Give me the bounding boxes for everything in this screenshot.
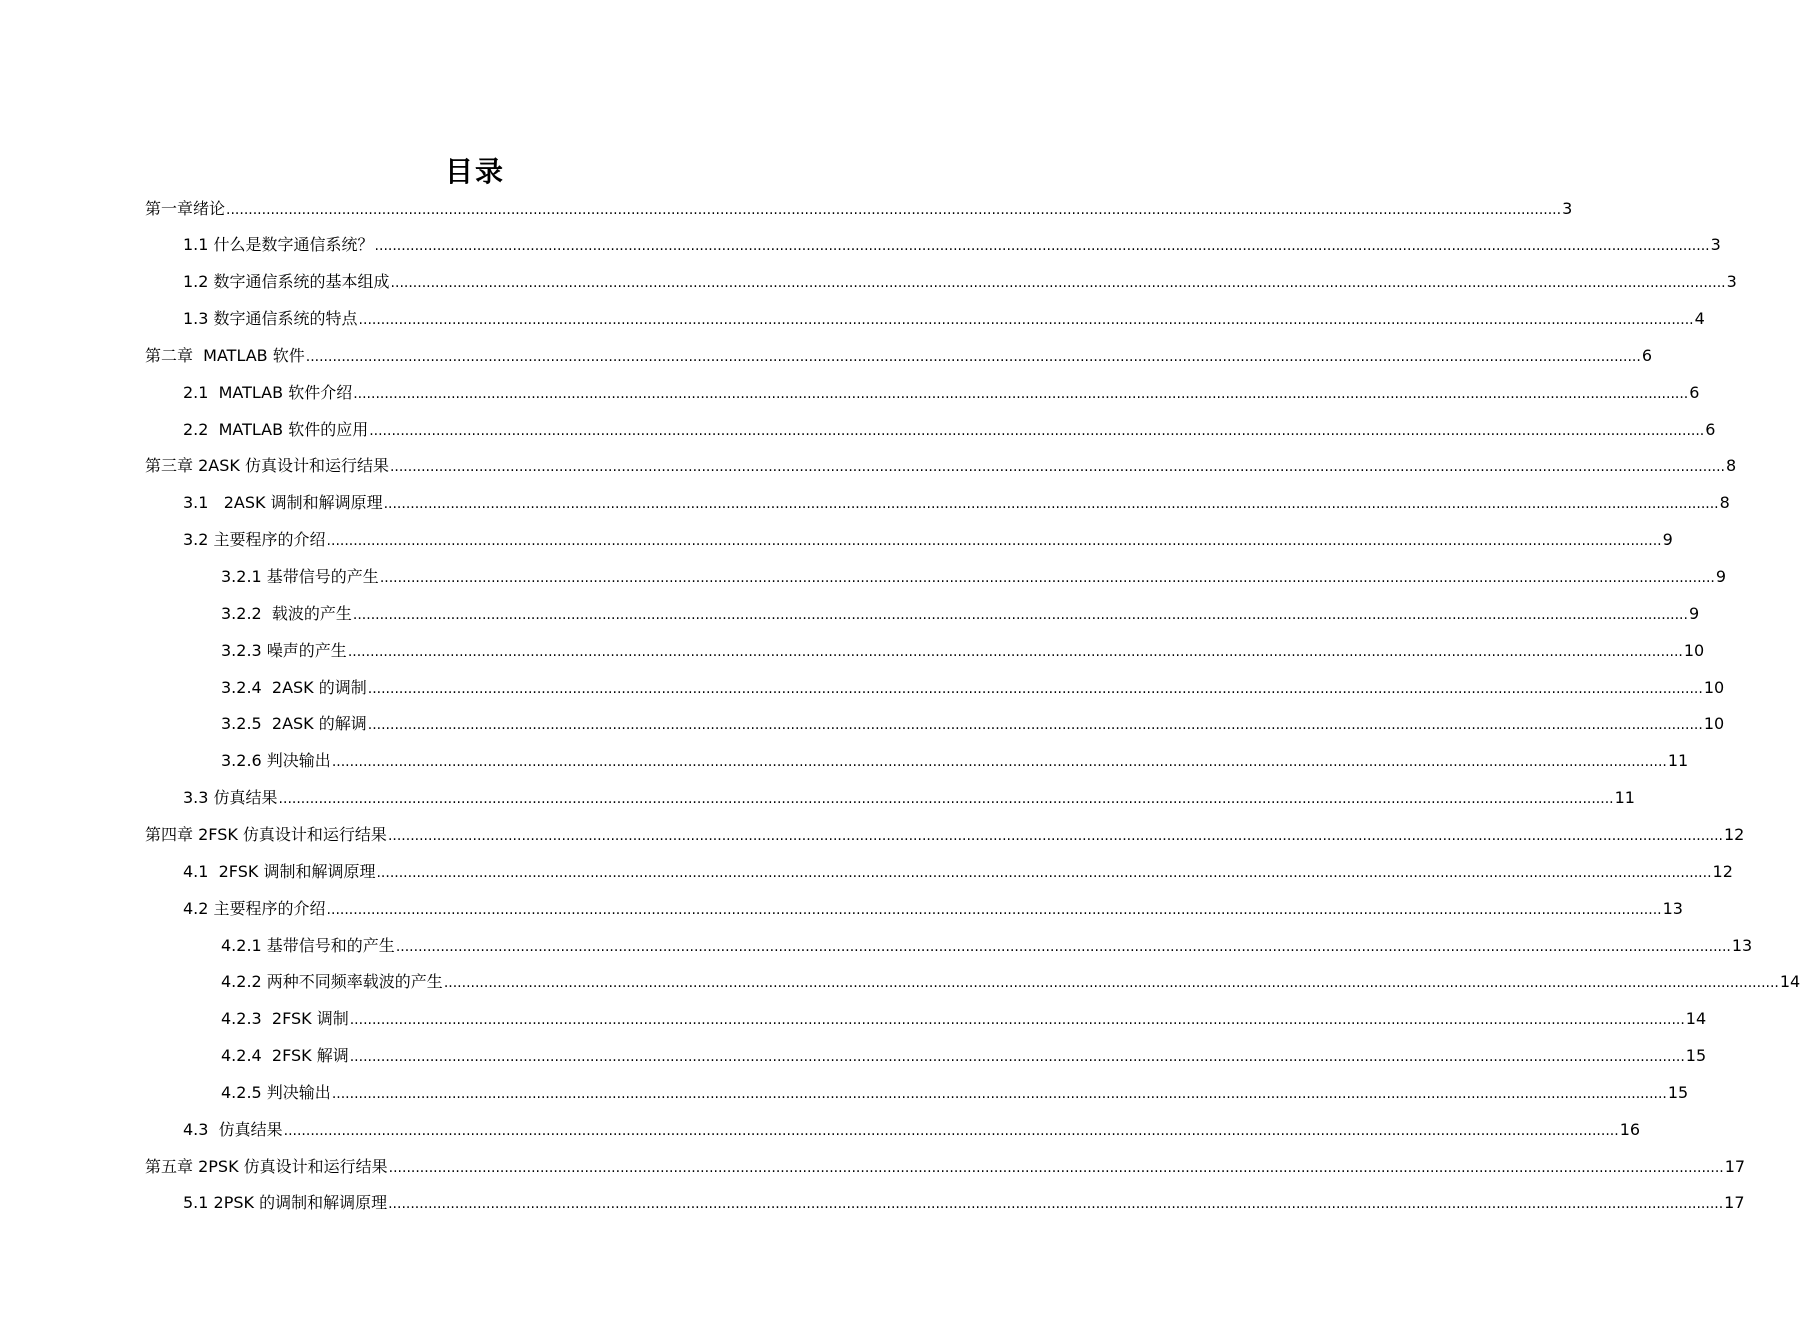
toc-page-number: 15: [1667, 1082, 1689, 1102]
toc-entry-title: 第五章 2PSK 仿真设计和运行结果: [145, 1156, 388, 1176]
toc-dot-leader: ............................................................................................................................................................................................................................................................................................................: [352, 606, 1688, 623]
toc-entry[interactable]: [183, 780, 1635, 817]
toc-dot-leader: ............................................................................................................................................................................................................................................................................................................: [326, 533, 1662, 550]
toc-entry-title: 3.2.3 噪声的产生: [221, 640, 347, 660]
toc-entry[interactable]: [183, 853, 1733, 890]
toc-dot-leader: ............................................................................................................................................................................................................................................................................................................: [349, 1012, 1685, 1029]
toc-entry-title: 第四章 2FSK 仿真设计和运行结果: [145, 824, 387, 844]
toc-entry[interactable]: [221, 927, 1753, 964]
toc-page-number: 13: [1731, 935, 1753, 955]
toc-dot-leader: ............................................................................................................................................................................................................................................................................................................: [331, 1085, 1667, 1102]
toc-page-number: 3: [1562, 198, 1573, 218]
toc-page-number: 6: [1705, 419, 1716, 439]
toc-page-number: 4: [1694, 309, 1705, 329]
toc-entry[interactable]: [183, 411, 1716, 448]
toc-dot-leader: ............................................................................................................................................................................................................................................................................................................: [283, 1122, 1619, 1139]
toc-entry[interactable]: [183, 264, 1737, 301]
toc-dot-leader: ............................................................................................................................................................................................................................................................................................................: [388, 1196, 1724, 1213]
toc-entry[interactable]: [145, 337, 1652, 374]
toc-entry-title: 4.2.4 2FSK 解调: [221, 1046, 349, 1066]
toc-page-number: 3: [1710, 235, 1721, 255]
toc-dot-leader: ............................................................................................................................................................................................................................................................................................................: [369, 422, 1705, 439]
toc-page-number: 14: [1685, 1009, 1707, 1029]
toc-dot-leader: ............................................................................................................................................................................................................................................................................................................: [226, 201, 1562, 218]
toc-page-number: 17: [1724, 1193, 1745, 1213]
toc-entry[interactable]: [145, 816, 1745, 853]
toc-entry-title: 5.1 2PSK 的调制和解调原理: [183, 1193, 388, 1213]
toc-entry-title: 1.3 数字通信系统的特点: [183, 309, 358, 329]
toc-page-number: 10: [1703, 714, 1725, 734]
toc-entry-title: 4.2.1 基带信号和的产生: [221, 935, 395, 955]
toc-entry-title: 4.2.5 判决输出: [221, 1082, 331, 1102]
toc-dot-leader: ............................................................................................................................................................................................................................................................................................................: [278, 791, 1614, 808]
toc-dot-leader: ............................................................................................................................................................................................................................................................................................................: [379, 570, 1715, 586]
toc-dot-leader: ............................................................................................................................................................................................................................................................................................................: [374, 238, 1710, 255]
toc-dot-leader: ............................................................................................................................................................................................................................................................................................................: [367, 680, 1703, 697]
toc-entry-title: 2.2 MATLAB 软件的应用: [183, 419, 369, 439]
toc-entry-title: 1.1 什么是数字通信系统？: [183, 235, 374, 255]
toc-entry-title: 3.2.1 基带信号的产生: [221, 567, 379, 586]
toc-page-number: 12: [1724, 824, 1745, 844]
toc-entry-title: 3.2.5 2ASK 的解调: [221, 714, 367, 734]
toc-page-number: 15: [1685, 1046, 1707, 1066]
toc-entry-title: 1.2 数字通信系统的基本组成: [183, 272, 390, 292]
toc-entry-title: 3.2.4 2ASK 的调制: [221, 677, 367, 697]
toc-entry[interactable]: [221, 559, 1727, 596]
toc-dot-leader: ............................................................................................................................................................................................................................................................................................................: [353, 385, 1689, 402]
toc-entry-title: 第三章 2ASK 仿真设计和运行结果: [145, 456, 389, 476]
toc-entry-title: 第二章 MATLAB 软件: [145, 345, 305, 365]
toc-entry-title: 3.2.6 判决输出: [221, 751, 331, 771]
toc-page-number: 16: [1619, 1119, 1641, 1139]
toc-page-number: 9: [1715, 567, 1727, 586]
toc-entry[interactable]: [183, 227, 1721, 264]
toc-dot-leader: ............................................................................................................................................................................................................................................................................................................: [349, 1049, 1685, 1066]
toc-dot-leader: ............................................................................................................................................................................................................................................................................................................: [443, 975, 1779, 992]
toc-entry[interactable]: [145, 448, 1737, 485]
toc-entry[interactable]: [221, 632, 1705, 669]
toc-entry[interactable]: [221, 1038, 1707, 1075]
toc-title: 目录: [444, 155, 505, 188]
toc-entry[interactable]: [221, 706, 1725, 743]
toc-dot-leader: ............................................................................................................................................................................................................................................................................................................: [331, 754, 1667, 771]
toc-dot-leader: ............................................................................................................................................................................................................................................................................................................: [388, 1159, 1724, 1176]
toc-dot-leader: ............................................................................................................................................................................................................................................................................................................: [326, 901, 1662, 918]
toc-entry[interactable]: [221, 1001, 1707, 1038]
toc-entry[interactable]: [221, 1074, 1689, 1111]
toc-entry-title: 4.2.2 两种不同频率载波的产生: [221, 972, 443, 992]
toc-dot-leader: ............................................................................................................................................................................................................................................................................................................: [383, 496, 1719, 513]
toc-dot-leader: ............................................................................................................................................................................................................................................................................................................: [347, 643, 1683, 660]
toc-entry-title: 3.1 2ASK 调制和解调原理: [183, 493, 383, 513]
toc-entry[interactable]: [183, 522, 1673, 559]
toc-dot-leader: ............................................................................................................................................................................................................................................................................................................: [395, 938, 1731, 955]
toc-entry-title: 4.1 2FSK 调制和解调原理: [183, 861, 376, 881]
toc-entry[interactable]: [183, 1185, 1745, 1222]
toc-entry-title: 4.2 主要程序的介绍: [183, 898, 326, 918]
toc-page-number: 10: [1703, 677, 1725, 697]
toc-entry[interactable]: [183, 485, 1730, 522]
toc-entry[interactable]: [183, 301, 1705, 338]
toc-page-number: 6: [1641, 345, 1652, 365]
toc-page-number: 9: [1688, 603, 1700, 623]
toc-page-number: 14: [1779, 972, 1800, 992]
toc-dot-leader: ............................................................................................................................................................................................................................................................................................................: [390, 275, 1726, 292]
toc-page-number: 3: [1726, 272, 1737, 292]
toc-entry[interactable]: [221, 669, 1725, 706]
toc-dot-leader: ............................................................................................................................................................................................................................................................................................................: [376, 864, 1712, 881]
toc-entry[interactable]: [145, 1148, 1746, 1185]
toc-entry[interactable]: [221, 964, 1800, 1001]
toc-entry-title: 第一章绪论: [145, 198, 226, 218]
toc-entry[interactable]: [221, 595, 1700, 632]
toc-page-number: 12: [1712, 861, 1733, 881]
toc-entry[interactable]: [145, 190, 1573, 227]
toc-page-number: 10: [1683, 640, 1705, 660]
toc-page-number: 11: [1614, 788, 1635, 808]
toc-dot-leader: ............................................................................................................................................................................................................................................................................................................: [305, 348, 1641, 365]
toc-page-number: 8: [1726, 456, 1737, 476]
toc-entry[interactable]: [183, 890, 1683, 927]
toc-page-number: 6: [1689, 382, 1700, 402]
toc-page-number: 17: [1724, 1156, 1746, 1176]
toc-dot-leader: ............................................................................................................................................................................................................................................................................................................: [358, 312, 1694, 329]
toc-entry[interactable]: [183, 374, 1700, 411]
toc-dot-leader: ............................................................................................................................................................................................................................................................................................................: [367, 717, 1703, 734]
toc-page-number: 8: [1719, 493, 1730, 513]
toc-entry-title: 3.2 主要程序的介绍: [183, 530, 326, 550]
toc-page-number: 9: [1662, 530, 1673, 550]
toc-entry-title: 4.3 仿真结果: [183, 1119, 283, 1139]
toc-entry-title: 3.2.2 载波的产生: [221, 603, 352, 623]
toc-entry-title: 3.3 仿真结果: [183, 788, 278, 808]
toc-page-number: 11: [1667, 751, 1689, 771]
toc-dot-leader: ............................................................................................................................................................................................................................................................................................................: [389, 459, 1726, 476]
toc-entry[interactable]: [183, 1111, 1641, 1148]
toc-page-number: 13: [1662, 898, 1683, 918]
toc-entry-title: 4.2.3 2FSK 调制: [221, 1009, 349, 1029]
toc-entry[interactable]: [221, 743, 1689, 780]
toc-entry-title: 2.1 MATLAB 软件介绍: [183, 382, 353, 402]
toc-dot-leader: ............................................................................................................................................................................................................................................................................................................: [387, 827, 1723, 844]
